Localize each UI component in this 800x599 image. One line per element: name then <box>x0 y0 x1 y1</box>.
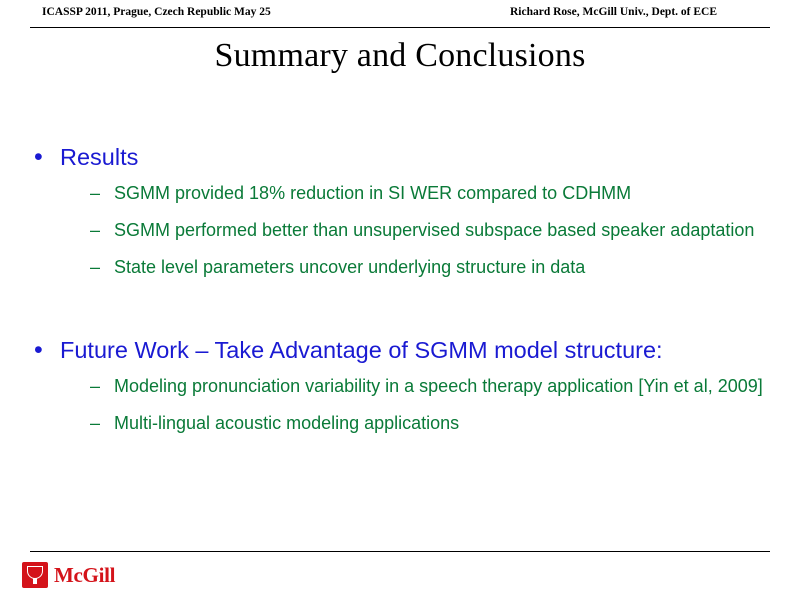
dash-icon: – <box>90 257 101 277</box>
section-heading-results <box>34 143 774 171</box>
dash-icon: – <box>90 376 101 396</box>
section-heading-label: Future Work – Take Advantage of SGMM model structure: <box>60 337 663 363</box>
future-work-list <box>34 374 774 436</box>
header-conference-info: ICASSP 2011, Prague, Czech Republic May 25 <box>42 6 271 18</box>
list-item-label: Modeling pronunciation variability in a speech therapy application [Yin et al, 2009] <box>114 376 763 396</box>
list-item <box>34 374 774 399</box>
mcgill-logo-label: McGill <box>54 562 116 587</box>
dash-icon: – <box>90 183 101 203</box>
header-divider <box>30 27 770 28</box>
shield-icon <box>22 562 48 588</box>
list-item <box>34 218 774 243</box>
section-heading-future-work <box>34 336 774 364</box>
slide-body <box>34 143 774 448</box>
section-spacer <box>34 292 774 336</box>
results-list <box>34 181 774 280</box>
slide-header <box>0 0 800 28</box>
page-title: Summary and Conclusions <box>214 37 586 74</box>
section-heading-label: Results <box>60 144 139 170</box>
bullet-icon: • <box>34 143 43 171</box>
list-item-label: Multi-lingual acoustic modeling applications <box>114 413 460 433</box>
footer-divider <box>30 551 770 552</box>
bullet-icon: • <box>34 336 43 364</box>
dash-icon: – <box>90 413 101 433</box>
list-item-label: SGMM performed better than unsupervised subspace based speaker adaptation <box>114 220 755 240</box>
mcgill-logo <box>22 562 115 588</box>
dash-icon: – <box>90 220 101 240</box>
list-item <box>34 181 774 206</box>
list-item-label: SGMM provided 18% reduction in SI WER compared to CDHMM <box>114 183 632 203</box>
list-item-label: State level parameters uncover underlying structure in data <box>114 257 586 277</box>
list-item <box>34 411 774 436</box>
header-author-info: Richard Rose, McGill Univ., Dept. of ECE <box>510 6 717 18</box>
list-item <box>34 255 774 280</box>
